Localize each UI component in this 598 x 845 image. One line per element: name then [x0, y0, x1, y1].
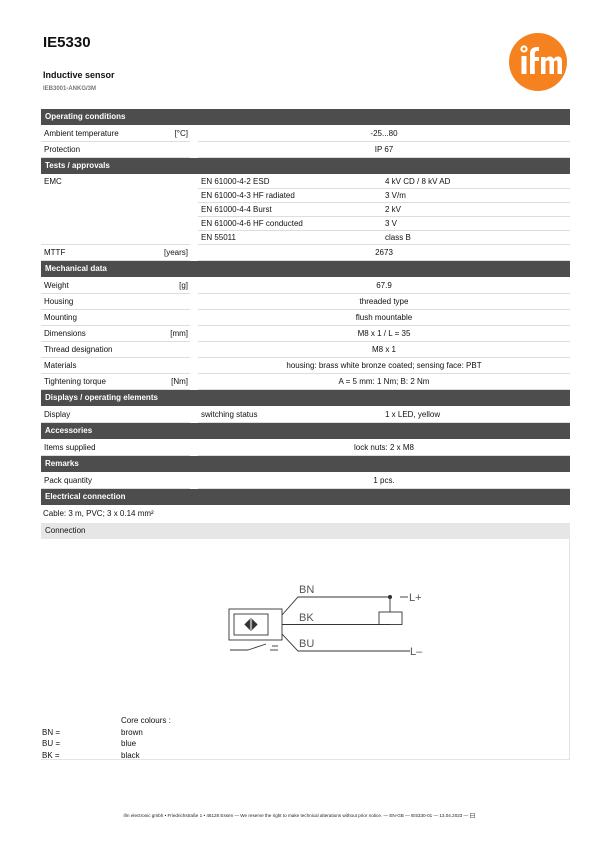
row-emc: [41, 175, 570, 189]
value: flush mountable: [198, 310, 570, 326]
product-subtitle: Inductive sensor: [43, 70, 115, 80]
label: Housing: [44, 297, 74, 306]
emc-value: 3 V: [383, 217, 570, 231]
sensor-symbol-icon: [245, 620, 250, 629]
row-pack-quantity: [41, 473, 570, 489]
wire-label-bk: BK: [299, 612, 314, 624]
value: IP 67: [198, 142, 570, 158]
value: M8 x 1 / L = 35: [198, 326, 570, 342]
connection-diagram-area: [41, 539, 570, 760]
section-operating-conditions: Operating conditions: [41, 109, 570, 125]
label: Thread designation: [44, 345, 113, 354]
label: EMC: [44, 177, 62, 186]
section-electrical-connection: Electrical connection: [41, 489, 570, 505]
core-code: BN =: [42, 727, 61, 737]
value: housing: brass white bronze coated; sensing face: PBT: [198, 358, 570, 374]
label: MTTF: [44, 248, 66, 257]
label: Mounting: [44, 313, 77, 322]
value: 1 x LED, yellow: [383, 407, 570, 423]
label: Tightening torque: [44, 377, 106, 386]
row-mttf: [41, 245, 570, 261]
value: M8 x 1: [198, 342, 570, 358]
core-colour: blue: [121, 739, 137, 748]
core-colours-title: Core colours :: [121, 716, 171, 725]
label: Dimensions: [44, 329, 86, 338]
product-code: IEB3001-ANKG/3M: [43, 86, 97, 92]
label: Protection: [44, 145, 81, 154]
value: lock nuts: 2 x M8: [198, 440, 570, 456]
row-mounting: [41, 310, 570, 326]
wiring-diagram: [228, 579, 428, 664]
section-displays: Displays / operating elements: [41, 390, 570, 406]
emc-value: 3 V/m: [383, 189, 570, 203]
value: A = 5 mm: 1 Nm; B: 2 Nm: [198, 374, 570, 390]
core-colour: black: [121, 750, 140, 760]
value: threaded type: [198, 294, 570, 310]
value: -25...80: [198, 126, 570, 142]
value: 1 pcs.: [198, 473, 570, 489]
display-function: switching status: [198, 407, 383, 423]
row-emc: [41, 217, 570, 231]
core-code: BU =: [42, 739, 61, 748]
terminal-label-lminus: L–: [410, 646, 423, 658]
label: Items supplied: [44, 443, 96, 452]
label: Ambient temperature: [44, 129, 119, 138]
section-tests-approvals: Tests / approvals: [41, 158, 570, 174]
emc-standard: EN 61000-4-2 ESD: [198, 175, 383, 189]
emc-standard: EN 61000-4-3 HF radiated: [198, 189, 383, 203]
section-accessories: Accessories: [41, 423, 570, 439]
label: Display: [44, 410, 71, 419]
page-footer: [0, 813, 598, 818]
row-emc: [41, 203, 570, 217]
emc-value: 4 kV CD / 8 kV AD: [383, 175, 570, 189]
core-colour: brown: [121, 727, 143, 737]
ifm-logo-icon: [509, 33, 567, 91]
wire-label-bn: BN: [299, 584, 315, 596]
terminal-label-lplus: L+: [409, 592, 422, 604]
ifm-logo: [509, 33, 567, 91]
row-items-supplied: [41, 440, 570, 456]
row-emc: [41, 231, 570, 245]
row-tightening-torque: [41, 374, 570, 390]
value: 2673: [198, 245, 570, 261]
label: Weight: [44, 281, 69, 290]
value: 67.9: [198, 278, 570, 294]
unit: [Nm]: [171, 377, 188, 386]
unit: [mm]: [170, 329, 188, 338]
language-flag-icon: [470, 813, 475, 818]
label: Pack quantity: [44, 476, 93, 485]
row-display: [41, 407, 570, 423]
unit: [years]: [163, 248, 188, 257]
row-dimensions: [41, 326, 570, 342]
row-emc: [41, 189, 570, 203]
data-sheet: [41, 109, 570, 760]
unit: [g]: [179, 281, 188, 290]
row-weight: [41, 278, 570, 294]
emc-standard: EN 61000-4-4 Burst: [198, 203, 383, 217]
product-title: IE5330: [43, 34, 91, 51]
row-materials: [41, 358, 570, 374]
row-ambient-temperature: [41, 126, 570, 142]
connection-header: Connection: [41, 523, 570, 539]
label: Materials: [44, 361, 77, 370]
emc-standard: EN 61000-4-6 HF conducted: [198, 217, 383, 231]
row-protection: [41, 142, 570, 158]
emc-standard: EN 55011: [198, 231, 383, 245]
row-housing: [41, 294, 570, 310]
emc-value: class B: [383, 231, 570, 245]
row-thread-designation: [41, 342, 570, 358]
cable-spec: Cable: 3 m, PVC; 3 x 0.14 mm²: [43, 509, 154, 518]
footer-text: ifm electronic gmbh • Friedrichstraße 1 • 45128 Essen — We reserve the right to make technical alterations without prior notice. — EN-GB — IE5330-01 — 13.04.2023 —: [123, 813, 469, 818]
emc-value: 2 kV: [383, 203, 570, 217]
section-mechanical-data: Mechanical data: [41, 261, 570, 277]
core-code: BK =: [42, 750, 60, 760]
unit: [°C]: [174, 129, 188, 138]
wire-label-bu: BU: [299, 638, 315, 650]
section-remarks: Remarks: [41, 456, 570, 472]
